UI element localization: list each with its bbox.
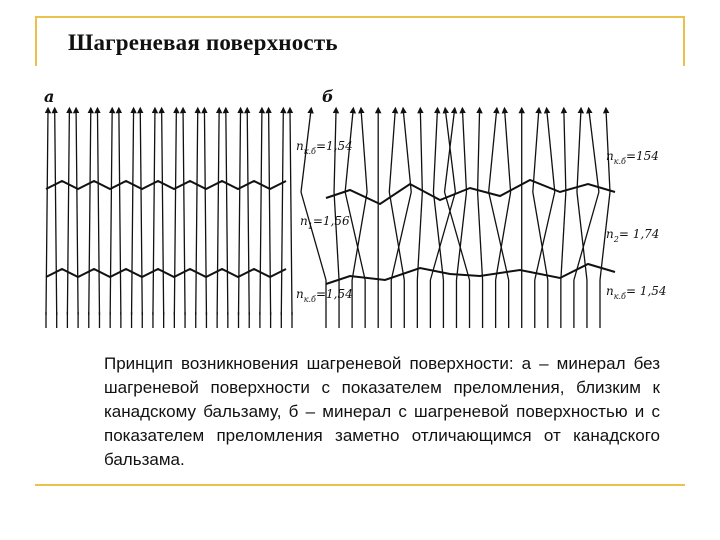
ray-b-upper xyxy=(462,110,466,192)
ray-b-middle xyxy=(391,192,411,280)
ray-b-upper xyxy=(533,110,539,192)
ray-b-upper xyxy=(420,110,422,192)
ray-a xyxy=(140,110,142,315)
ray-a xyxy=(89,110,91,315)
ray-b-upper xyxy=(489,110,497,192)
ray-b-middle xyxy=(389,192,404,280)
ray-b-upper xyxy=(478,110,480,192)
ray-b-upper xyxy=(361,110,367,192)
ray-b-upper xyxy=(389,110,395,192)
ray-a xyxy=(226,110,228,315)
label-a-nkb-top xyxy=(296,139,353,156)
ray-b-upper xyxy=(564,110,566,192)
panel-a-label: а xyxy=(44,87,55,106)
label-b-nkb-bottom xyxy=(606,284,667,301)
ray-a xyxy=(247,110,249,315)
ray-a xyxy=(217,110,219,315)
ray-b-middle xyxy=(433,192,443,280)
ray-b-middle xyxy=(496,192,511,280)
panel-b-label: б xyxy=(322,87,334,106)
frame-right-rule xyxy=(683,16,685,66)
figure-caption: Принцип возникновения шагреневой поверхности: а – минерал без шагреневой поверхности с показателем преломления, близким к канадскому бальзаму, б – минерал с шагреневой поверхностью и с показателем преломления заметно отличающимся от канадского бальзама. xyxy=(104,354,660,469)
ray-b-middle xyxy=(417,192,422,280)
ray-a xyxy=(290,110,292,315)
frame-left-rule xyxy=(35,16,37,66)
ray-a xyxy=(132,110,134,315)
ray-b-middle xyxy=(533,192,548,280)
interface-b-bottom xyxy=(326,264,615,284)
interface-a-bottom xyxy=(46,269,286,277)
ray-b-upper xyxy=(445,110,455,192)
ray-b-middle xyxy=(456,192,466,280)
ray-a xyxy=(204,110,206,315)
ray-a xyxy=(239,110,241,315)
frame-top-rule xyxy=(35,16,685,18)
svg-text:nк.б=1,54: $n_{к.б}=1,54$ xyxy=(296,139,353,156)
ray-a xyxy=(174,110,176,315)
label-b-nkb-top xyxy=(606,149,659,166)
ray-a xyxy=(76,110,78,315)
ray-a xyxy=(269,110,271,315)
ray-b-middle xyxy=(345,192,365,280)
svg-text:n2= 1,74: $n_2= 1,74$ xyxy=(606,227,660,244)
ray-a xyxy=(46,110,48,315)
ray-a xyxy=(162,110,164,315)
ray-b-middle xyxy=(489,192,509,280)
refraction-figure xyxy=(40,80,680,330)
ray-a xyxy=(67,110,69,315)
svg-text:nк.б=1,54: $n_{к.б}=1,54$ xyxy=(296,287,353,304)
ray-b-upper xyxy=(547,110,555,192)
ray-b-upper xyxy=(505,110,511,192)
slide-title: Шагреневая поверхность xyxy=(68,30,338,55)
ray-b-middle xyxy=(430,192,455,280)
ray-b-middle xyxy=(352,192,367,280)
ray-a xyxy=(183,110,185,315)
ray-b-upper xyxy=(403,110,411,192)
ray-b-middle xyxy=(334,192,339,280)
ray-b-middle xyxy=(535,192,555,280)
ray-a xyxy=(55,110,57,315)
panel-a xyxy=(46,110,292,328)
ray-a xyxy=(153,110,155,315)
ray-b-middle xyxy=(478,192,483,280)
ray-a xyxy=(110,110,112,315)
frame-bottom-rule xyxy=(35,484,685,486)
svg-text:nк.б= 1,54: $n_{к.б}= 1,54$ xyxy=(606,284,667,301)
ray-b-middle xyxy=(445,192,470,280)
ray-b-upper xyxy=(433,110,437,192)
label-a-nkb-bottom xyxy=(296,287,353,304)
ray-a xyxy=(119,110,121,315)
svg-text:n1=1,56: $n_1=1,56$ xyxy=(300,214,350,231)
ray-b-upper xyxy=(577,110,581,192)
ray-a xyxy=(196,110,198,315)
ray-a xyxy=(97,110,99,315)
ray-b-middle xyxy=(301,192,326,280)
ray-b-upper xyxy=(445,110,455,192)
label-a-n1 xyxy=(300,214,350,231)
svg-text:nк.б=154: $n_{к.б}=154$ xyxy=(606,149,659,166)
ray-b-middle xyxy=(561,192,566,280)
ray-a xyxy=(281,110,283,315)
label-b-n2 xyxy=(606,227,659,244)
interface-a-top xyxy=(46,181,286,189)
ray-a xyxy=(260,110,262,315)
figure-svg xyxy=(40,80,680,330)
interface-b-top xyxy=(326,180,615,204)
ray-b-upper xyxy=(589,110,599,192)
